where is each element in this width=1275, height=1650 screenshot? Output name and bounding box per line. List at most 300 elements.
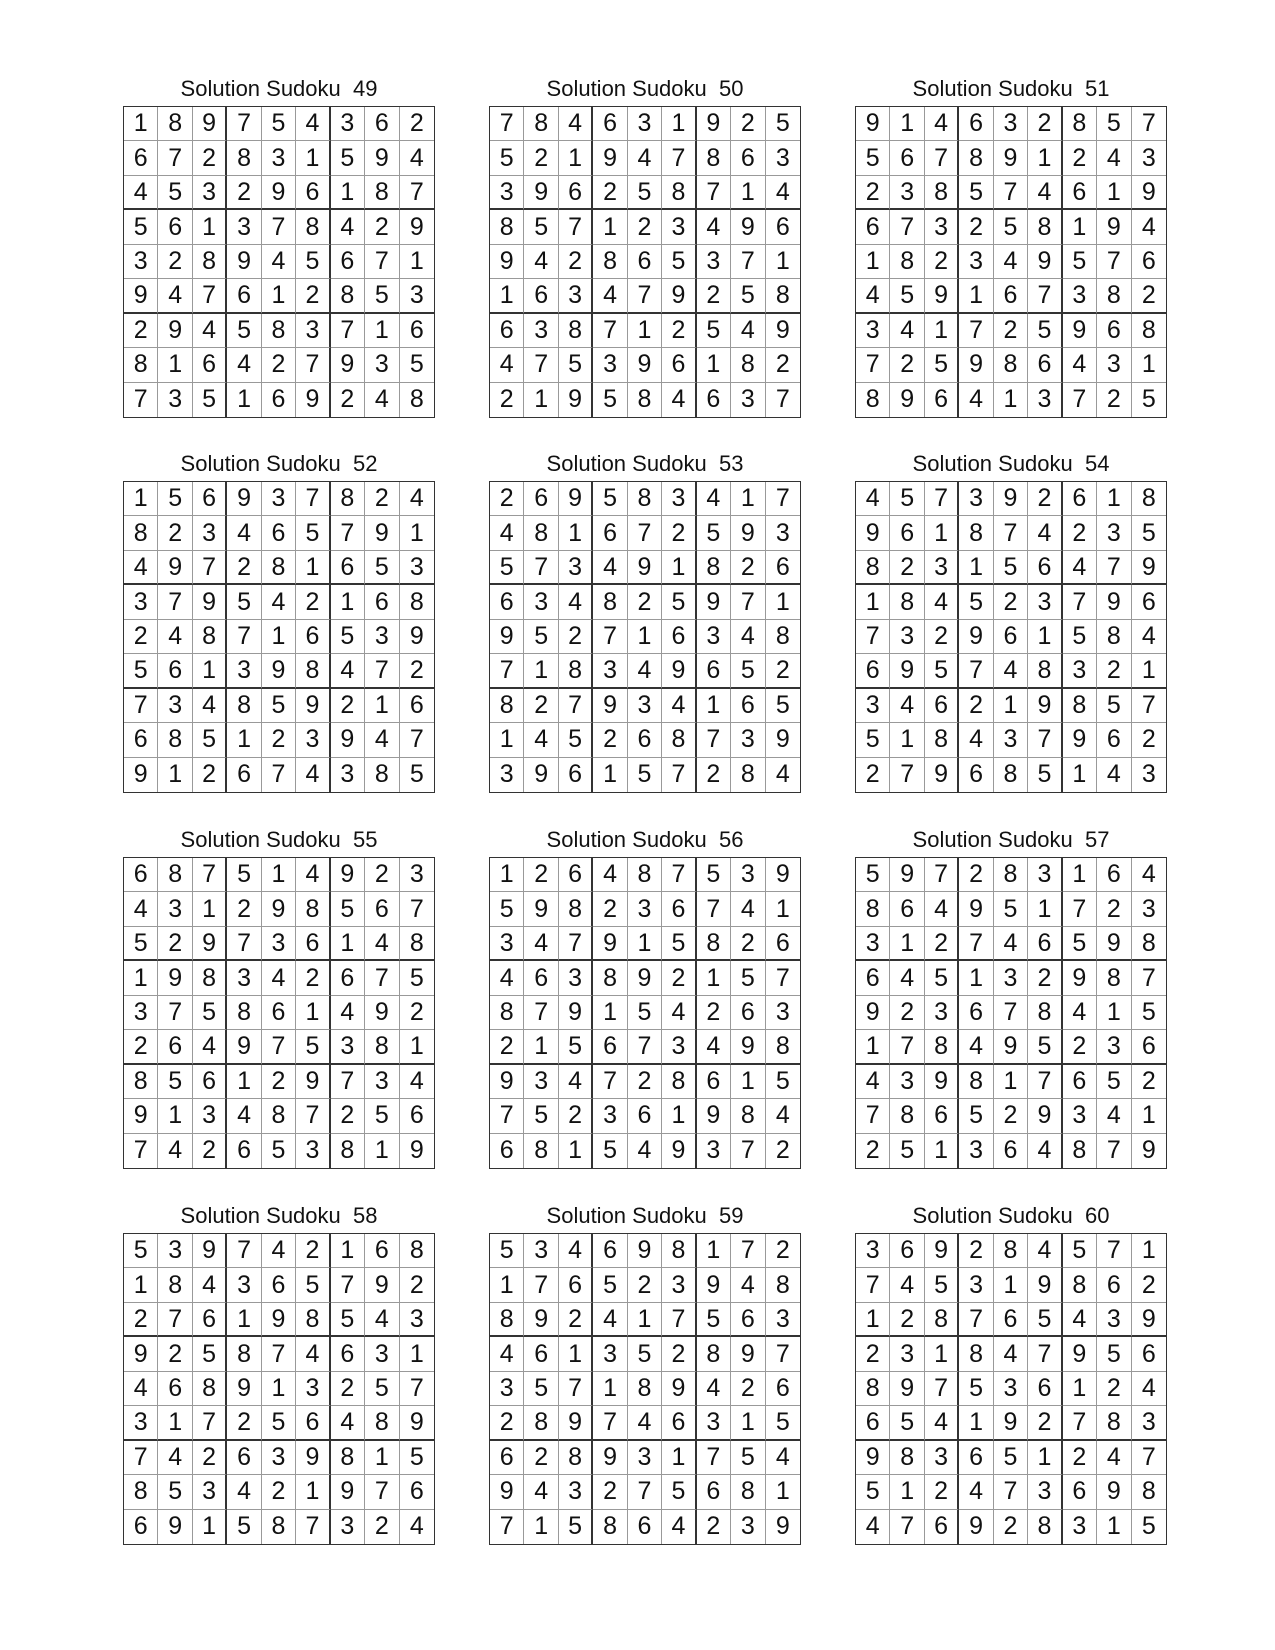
sudoku-cell: 3 xyxy=(890,176,924,210)
sudoku-cell: 7 xyxy=(959,314,993,348)
sudoku-cell: 3 xyxy=(593,654,627,688)
sudoku-cell: 2 xyxy=(856,176,890,210)
sudoku-cell: 6 xyxy=(227,1134,261,1168)
sudoku-cell: 8 xyxy=(296,892,330,926)
sudoku-cell: 9 xyxy=(400,210,434,244)
sudoku-cell: 8 xyxy=(1063,107,1097,141)
sudoku-cell: 1 xyxy=(124,107,158,141)
sudoku-cell: 2 xyxy=(559,1099,593,1133)
sudoku-cell: 9 xyxy=(731,516,765,550)
sudoku-cell: 1 xyxy=(1132,1099,1166,1133)
sudoku-cell: 2 xyxy=(365,210,399,244)
sudoku-cell: 8 xyxy=(227,996,261,1030)
sudoku-cell: 1 xyxy=(994,1065,1028,1099)
sudoku-cell: 5 xyxy=(1097,1337,1131,1371)
sudoku-cell: 2 xyxy=(524,141,558,175)
sudoku-cell: 6 xyxy=(593,107,627,141)
sudoku-cell: 9 xyxy=(296,1441,330,1475)
sudoku-cell: 6 xyxy=(890,892,924,926)
sudoku-cell: 5 xyxy=(890,279,924,313)
sudoku-cell: 7 xyxy=(227,927,261,961)
sudoku-cell: 6 xyxy=(1097,314,1131,348)
sudoku-cell: 6 xyxy=(593,516,627,550)
sudoku-cell: 1 xyxy=(628,314,662,348)
sudoku-cell: 9 xyxy=(731,210,765,244)
sudoku-cell: 4 xyxy=(559,107,593,141)
sudoku-cell: 9 xyxy=(890,383,924,417)
sudoku-cell: 2 xyxy=(193,1134,227,1168)
sudoku-cell: 2 xyxy=(227,176,261,210)
sudoku-cell: 5 xyxy=(731,1441,765,1475)
sudoku-cell: 2 xyxy=(959,689,993,723)
sudoku-cell: 8 xyxy=(524,516,558,550)
sudoku-cell: 5 xyxy=(559,348,593,382)
sudoku-cell: 9 xyxy=(697,1099,731,1133)
sudoku-cell: 3 xyxy=(662,482,696,516)
sudoku-cell: 5 xyxy=(731,961,765,995)
sudoku-cell: 6 xyxy=(1063,1065,1097,1099)
sudoku-cell: 3 xyxy=(662,1030,696,1064)
sudoku-cell: 3 xyxy=(1097,516,1131,550)
sudoku-cell: 3 xyxy=(1028,858,1062,892)
sudoku-cell: 6 xyxy=(400,1475,434,1509)
sudoku-cell: 7 xyxy=(365,654,399,688)
sudoku-cell: 2 xyxy=(697,279,731,313)
sudoku-cell: 7 xyxy=(959,654,993,688)
sudoku-cell: 4 xyxy=(959,723,993,757)
sudoku-cell: 7 xyxy=(400,176,434,210)
sudoku-cell: 6 xyxy=(158,1030,192,1064)
sudoku-puzzle xyxy=(123,72,435,418)
sudoku-cell: 8 xyxy=(1028,1510,1062,1544)
sudoku-cell: 4 xyxy=(559,1065,593,1099)
sudoku-cell: 3 xyxy=(490,176,524,210)
sudoku-cell: 4 xyxy=(1028,176,1062,210)
sudoku-cell: 8 xyxy=(296,210,330,244)
sudoku-cell: 3 xyxy=(959,1268,993,1302)
sudoku-cell: 9 xyxy=(1028,689,1062,723)
sudoku-cell: 6 xyxy=(331,245,365,279)
sudoku-cell: 1 xyxy=(1097,176,1131,210)
sudoku-cell: 2 xyxy=(994,314,1028,348)
sudoku-cell: 3 xyxy=(158,892,192,926)
sudoku-cell: 7 xyxy=(296,348,330,382)
sudoku-cell: 1 xyxy=(262,279,296,313)
sudoku-cell: 5 xyxy=(890,1134,924,1168)
sudoku-cell: 4 xyxy=(731,620,765,654)
sudoku-cell: 5 xyxy=(365,551,399,585)
sudoku-cell: 5 xyxy=(959,1099,993,1133)
sudoku-cell: 2 xyxy=(697,1510,731,1544)
sudoku-cell: 7 xyxy=(400,1372,434,1406)
sudoku-cell: 5 xyxy=(662,1475,696,1509)
sudoku-cell: 4 xyxy=(593,279,627,313)
sudoku-cell: 8 xyxy=(628,1372,662,1406)
sudoku-cell: 4 xyxy=(1063,996,1097,1030)
sudoku-cell: 9 xyxy=(490,1475,524,1509)
sudoku-cell: 6 xyxy=(262,1268,296,1302)
sudoku-cell: 8 xyxy=(925,723,959,757)
sudoku-cell: 7 xyxy=(856,348,890,382)
sudoku-cell: 4 xyxy=(856,1510,890,1544)
sudoku-cell: 2 xyxy=(193,758,227,792)
sudoku-cell: 5 xyxy=(697,858,731,892)
sudoku-cell: 1 xyxy=(1132,654,1166,688)
sudoku-cell: 1 xyxy=(331,176,365,210)
sudoku-cell: 3 xyxy=(262,1441,296,1475)
sudoku-cell: 1 xyxy=(925,1134,959,1168)
sudoku-cell: 2 xyxy=(959,210,993,244)
sudoku-cell: 1 xyxy=(227,383,261,417)
sudoku-cell: 8 xyxy=(262,1099,296,1133)
sudoku-grid xyxy=(855,1233,1167,1545)
sudoku-cell: 9 xyxy=(994,1406,1028,1440)
sudoku-cell: 4 xyxy=(124,551,158,585)
sudoku-cell: 9 xyxy=(365,141,399,175)
sudoku-cell: 3 xyxy=(559,279,593,313)
sudoku-cell: 8 xyxy=(262,314,296,348)
sudoku-cell: 5 xyxy=(628,176,662,210)
puzzle-title: Solution Sudoku 56 xyxy=(546,827,744,852)
sudoku-cell: 6 xyxy=(697,1065,731,1099)
sudoku-cell: 7 xyxy=(524,1268,558,1302)
sudoku-cell: 3 xyxy=(1097,348,1131,382)
sudoku-cell: 5 xyxy=(331,620,365,654)
sudoku-puzzle xyxy=(123,823,435,1169)
sudoku-cell: 4 xyxy=(524,927,558,961)
sudoku-cell: 1 xyxy=(524,654,558,688)
sudoku-cell: 8 xyxy=(227,141,261,175)
sudoku-cell: 9 xyxy=(193,585,227,619)
sudoku-cell: 6 xyxy=(856,1406,890,1440)
sudoku-cell: 2 xyxy=(731,551,765,585)
sudoku-cell: 9 xyxy=(409,1136,424,1165)
sudoku-cell: 1 xyxy=(1132,1234,1166,1268)
sudoku-cell: 2 xyxy=(1132,1065,1166,1099)
sudoku-cell: 1 xyxy=(925,516,959,550)
sudoku-cell: 7 xyxy=(628,516,662,550)
sudoku-cell: 1 xyxy=(890,927,924,961)
sudoku-cell: 1 xyxy=(331,585,365,619)
sudoku-cell: 4 xyxy=(925,1406,959,1440)
sudoku-cell: 5 xyxy=(593,1268,627,1302)
sudoku-cell: 8 xyxy=(766,279,800,313)
sudoku-cell: 6 xyxy=(925,1510,959,1544)
sudoku-cell: 9 xyxy=(193,107,227,141)
sudoku-cell: 9 xyxy=(994,1030,1028,1064)
sudoku-cell: 2 xyxy=(400,996,434,1030)
sudoku-cell: 2 xyxy=(856,758,890,792)
sudoku-cell: 7 xyxy=(959,1303,993,1337)
sudoku-cell: 4 xyxy=(365,723,399,757)
sudoku-cell: 3 xyxy=(856,314,890,348)
sudoku-cell: 8 xyxy=(925,1030,959,1064)
sudoku-cell: 1 xyxy=(731,1065,765,1099)
sudoku-cell: 8 xyxy=(524,107,558,141)
sudoku-cell: 2 xyxy=(331,383,365,417)
sudoku-cell: 9 xyxy=(593,689,627,723)
sudoku-cell: 5 xyxy=(766,107,800,141)
sudoku-cell: 9 xyxy=(1028,245,1062,279)
sudoku-cell: 6 xyxy=(400,689,434,723)
sudoku-cell: 2 xyxy=(490,1406,524,1440)
sudoku-cell: 8 xyxy=(1063,689,1097,723)
sudoku-cell: 9 xyxy=(959,620,993,654)
sudoku-cell: 5 xyxy=(731,279,765,313)
sudoku-cell: 2 xyxy=(662,516,696,550)
sudoku-cell: 8 xyxy=(890,1441,924,1475)
sudoku-cell: 2 xyxy=(1097,892,1131,926)
sudoku-cell: 7 xyxy=(1063,585,1097,619)
sudoku-cell: 4 xyxy=(959,1030,993,1064)
sudoku-cell: 2 xyxy=(697,996,731,1030)
sudoku-cell: 8 xyxy=(193,245,227,279)
sudoku-cell: 7 xyxy=(262,210,296,244)
sudoku-cell: 1 xyxy=(365,314,399,348)
sudoku-cell: 1 xyxy=(766,245,800,279)
sudoku-cell: 7 xyxy=(856,1268,890,1302)
sudoku-cell: 9 xyxy=(296,689,330,723)
sudoku-cell: 5 xyxy=(994,210,1028,244)
sudoku-cell: 5 xyxy=(490,892,524,926)
sudoku-cell: 1 xyxy=(994,383,1028,417)
sudoku-cell: 2 xyxy=(124,620,158,654)
sudoku-cell: 6 xyxy=(628,1099,662,1133)
sudoku-cell: 9 xyxy=(731,1030,765,1064)
sudoku-cell: 7 xyxy=(890,1030,924,1064)
sudoku-cell: 9 xyxy=(1132,551,1166,585)
sudoku-cell: 9 xyxy=(856,996,890,1030)
sudoku-cell: 2 xyxy=(1028,1406,1062,1440)
sudoku-cell: 4 xyxy=(490,961,524,995)
sudoku-cell: 2 xyxy=(227,551,261,585)
puzzle-title: Solution Sudoku 58 xyxy=(180,1203,378,1228)
sudoku-cell: 7 xyxy=(296,1099,330,1133)
sudoku-cell: 2 xyxy=(262,348,296,382)
sudoku-cell: 5 xyxy=(925,348,959,382)
sudoku-cell: 8 xyxy=(124,516,158,550)
sudoku-cell: 4 xyxy=(890,314,924,348)
sudoku-cell: 7 xyxy=(559,927,593,961)
sudoku-cell: 5 xyxy=(890,1406,924,1440)
sudoku-cell: 1 xyxy=(559,516,593,550)
sudoku-cell: 6 xyxy=(662,620,696,654)
sudoku-cell: 9 xyxy=(628,1234,662,1268)
sudoku-cell: 3 xyxy=(158,1234,192,1268)
sudoku-cell: 6 xyxy=(490,1134,524,1168)
sudoku-cell: 9 xyxy=(697,107,731,141)
sudoku-cell: 3 xyxy=(331,758,365,792)
sudoku-cell: 7 xyxy=(856,1099,890,1133)
sudoku-cell: 6 xyxy=(994,1303,1028,1337)
sudoku-cell: 1 xyxy=(1097,1510,1131,1544)
sudoku-cell: 7 xyxy=(959,927,993,961)
sudoku-cell: 6 xyxy=(1063,1475,1097,1509)
sudoku-cell: 4 xyxy=(593,1303,627,1337)
sudoku-cell: 4 xyxy=(365,383,399,417)
sudoku-cell: 5 xyxy=(1141,385,1156,414)
sudoku-cell: 7 xyxy=(628,1475,662,1509)
sudoku-cell: 1 xyxy=(400,245,434,279)
sudoku-cell: 6 xyxy=(296,620,330,654)
sudoku-cell: 1 xyxy=(524,383,558,417)
sudoku-cell: 6 xyxy=(662,892,696,926)
sudoku-cell: 8 xyxy=(731,1099,765,1133)
sudoku-cell: 4 xyxy=(890,961,924,995)
sudoku-cell: 9 xyxy=(331,723,365,757)
sudoku-cell: 7 xyxy=(1028,279,1062,313)
sudoku-cell: 7 xyxy=(262,758,296,792)
sudoku-cell: 2 xyxy=(193,141,227,175)
sudoku-cell: 6 xyxy=(1063,482,1097,516)
sudoku-cell: 5 xyxy=(1132,996,1166,1030)
sudoku-cell: 1 xyxy=(1028,141,1062,175)
sudoku-cell: 9 xyxy=(994,141,1028,175)
sudoku-cell: 8 xyxy=(1028,996,1062,1030)
sudoku-cell: 3 xyxy=(856,689,890,723)
sudoku-cell: 6 xyxy=(227,1441,261,1475)
sudoku-cell: 3 xyxy=(296,723,330,757)
sudoku-cell: 5 xyxy=(890,482,924,516)
sudoku-cell: 4 xyxy=(890,689,924,723)
sudoku-cell: 8 xyxy=(262,551,296,585)
sudoku-cell: 1 xyxy=(524,1510,558,1544)
sudoku-cell: 6 xyxy=(1132,585,1166,619)
sudoku-cell: 5 xyxy=(662,245,696,279)
sudoku-cell: 6 xyxy=(593,1234,627,1268)
sudoku-cell: 9 xyxy=(524,176,558,210)
sudoku-cell: 5 xyxy=(524,1099,558,1133)
sudoku-grid xyxy=(489,106,801,418)
sudoku-cell: 3 xyxy=(400,551,434,585)
sudoku-cell: 2 xyxy=(559,1303,593,1337)
sudoku-cell: 4 xyxy=(158,279,192,313)
sudoku-cell: 9 xyxy=(1097,927,1131,961)
sudoku-cell: 7 xyxy=(124,1134,158,1168)
sudoku-cell: 1 xyxy=(524,1030,558,1064)
sudoku-cell: 1 xyxy=(628,1303,662,1337)
sudoku-cell: 5 xyxy=(158,1065,192,1099)
sudoku-cell: 9 xyxy=(890,1372,924,1406)
sudoku-cell: 4 xyxy=(262,245,296,279)
sudoku-puzzle xyxy=(489,72,801,418)
sudoku-cell: 1 xyxy=(697,689,731,723)
sudoku-cell: 3 xyxy=(193,176,227,210)
sudoku-cell: 2 xyxy=(296,279,330,313)
sudoku-cell: 2 xyxy=(697,758,731,792)
sudoku-cell: 4 xyxy=(400,141,434,175)
sudoku-cell: 9 xyxy=(262,1303,296,1337)
sudoku-cell: 2 xyxy=(1063,1441,1097,1475)
sudoku-cell: 5 xyxy=(1028,1303,1062,1337)
sudoku-cell: 8 xyxy=(1097,620,1131,654)
sudoku-cell: 6 xyxy=(365,107,399,141)
sudoku-cell: 3 xyxy=(890,1065,924,1099)
sudoku-cell: 1 xyxy=(158,1099,192,1133)
sudoku-cell: 8 xyxy=(959,1065,993,1099)
sudoku-cell: 7 xyxy=(1063,892,1097,926)
sudoku-cell: 1 xyxy=(227,1065,261,1099)
sudoku-cell: 5 xyxy=(1097,1065,1131,1099)
sudoku-cell: 9 xyxy=(775,1512,790,1541)
sudoku-cell: 3 xyxy=(227,654,261,688)
sudoku-grid xyxy=(123,106,435,418)
sudoku-cell: 3 xyxy=(662,1268,696,1302)
sudoku-cell: 1 xyxy=(856,1303,890,1337)
sudoku-cell: 7 xyxy=(731,1134,765,1168)
sudoku-cell: 1 xyxy=(400,1337,434,1371)
sudoku-cell: 9 xyxy=(124,1337,158,1371)
sudoku-cell: 7 xyxy=(1097,1234,1131,1268)
sudoku-cell: 6 xyxy=(890,141,924,175)
sudoku-cell: 4 xyxy=(262,1234,296,1268)
sudoku-grid xyxy=(489,1233,801,1545)
sudoku-cell: 9 xyxy=(925,1234,959,1268)
sudoku-cell: 2 xyxy=(662,314,696,348)
sudoku-cell: 3 xyxy=(1132,141,1166,175)
sudoku-cell: 8 xyxy=(331,1441,365,1475)
puzzle-title: Solution Sudoku 50 xyxy=(546,76,744,101)
sudoku-cell: 5 xyxy=(490,141,524,175)
sudoku-cell: 1 xyxy=(365,1441,399,1475)
sudoku-cell: 2 xyxy=(1097,654,1131,688)
sudoku-cell: 9 xyxy=(766,723,800,757)
sudoku-cell: 3 xyxy=(296,314,330,348)
sudoku-cell: 7 xyxy=(731,245,765,279)
sudoku-cell: 3 xyxy=(193,1475,227,1509)
sudoku-cell: 4 xyxy=(628,1134,662,1168)
sudoku-cell: 8 xyxy=(856,383,890,417)
sudoku-cell: 4 xyxy=(296,107,330,141)
sudoku-cell: 2 xyxy=(1132,723,1166,757)
sudoku-cell: 3 xyxy=(124,996,158,1030)
sudoku-cell: 9 xyxy=(856,1441,890,1475)
sudoku-cell: 4 xyxy=(925,107,959,141)
sudoku-cell: 7 xyxy=(296,1510,330,1544)
sudoku-cell: 7 xyxy=(697,176,731,210)
sudoku-cell: 4 xyxy=(1097,758,1131,792)
sudoku-cell: 1 xyxy=(262,858,296,892)
sudoku-cell: 2 xyxy=(1097,1372,1131,1406)
sudoku-cell: 5 xyxy=(409,760,424,789)
sudoku-cell: 5 xyxy=(124,1234,158,1268)
sudoku-cell: 5 xyxy=(959,1372,993,1406)
sudoku-cell: 7 xyxy=(158,585,192,619)
sudoku-cell: 2 xyxy=(1132,1268,1166,1302)
sudoku-cell: 3 xyxy=(697,1406,731,1440)
sudoku-puzzle xyxy=(855,823,1167,1169)
sudoku-cell: 4 xyxy=(524,245,558,279)
sudoku-cell: 1 xyxy=(490,279,524,313)
sudoku-cell: 1 xyxy=(925,314,959,348)
sudoku-cell: 4 xyxy=(959,383,993,417)
sudoku-cell: 6 xyxy=(1132,1030,1166,1064)
sudoku-cell: 6 xyxy=(994,279,1028,313)
sudoku-cell: 1 xyxy=(193,654,227,688)
sudoku-cell: 4 xyxy=(766,1441,800,1475)
sudoku-cell: 8 xyxy=(524,1134,558,1168)
sudoku-cell: 9 xyxy=(124,279,158,313)
sudoku-cell: 5 xyxy=(124,654,158,688)
sudoku-cell: 5 xyxy=(856,723,890,757)
sudoku-cell: 4 xyxy=(1028,516,1062,550)
sudoku-cell: 8 xyxy=(400,1234,434,1268)
sudoku-cell: 5 xyxy=(766,1065,800,1099)
sudoku-cell: 7 xyxy=(559,1372,593,1406)
puzzle-title: Solution Sudoku 60 xyxy=(912,1203,1110,1228)
sudoku-cell: 2 xyxy=(890,1303,924,1337)
sudoku-cell: 5 xyxy=(227,585,261,619)
